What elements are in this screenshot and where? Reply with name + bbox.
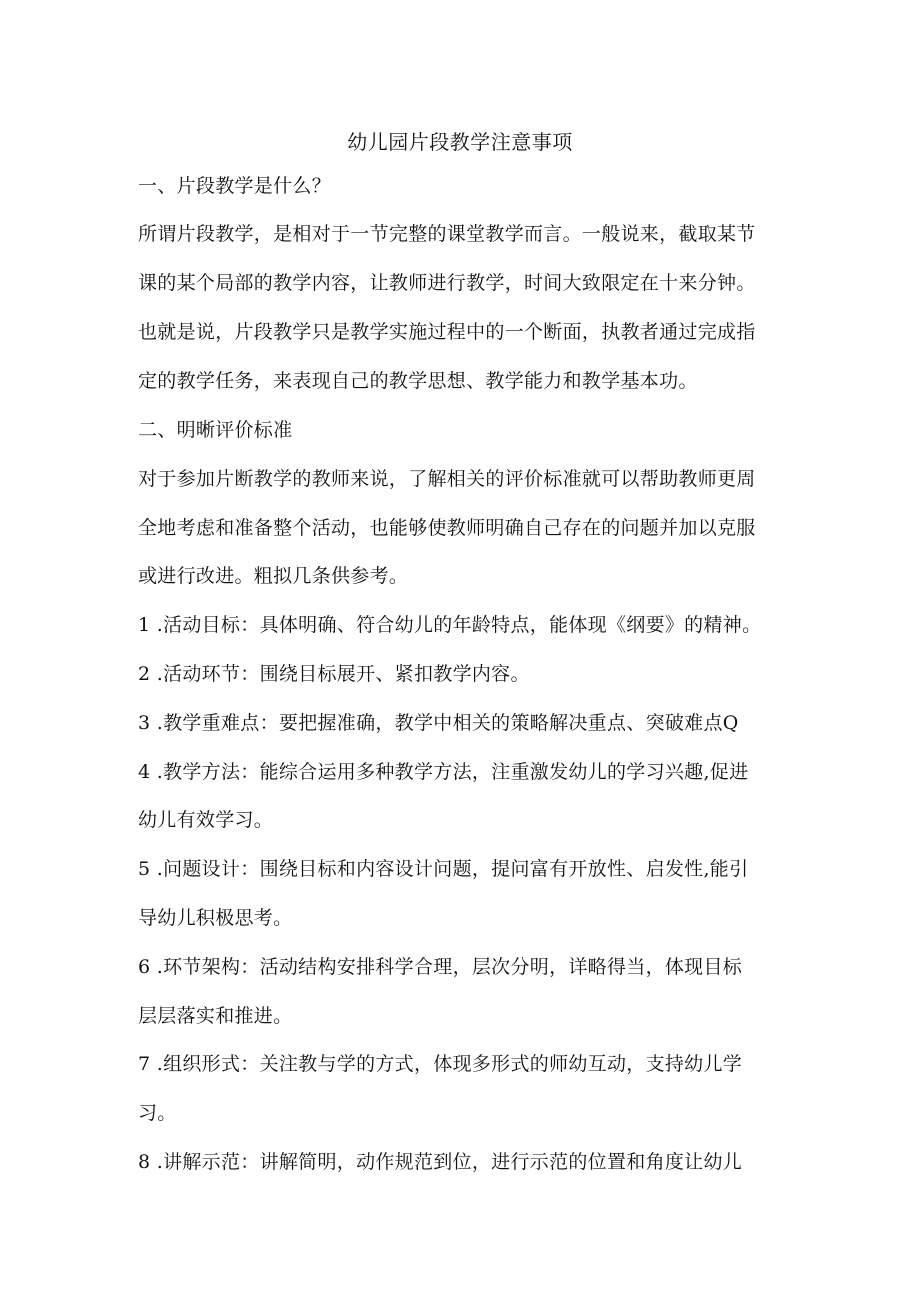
- paragraph-line: 或进行改进。粗拟几条供参考。: [138, 565, 409, 587]
- list-item-5: 5 .问题设计：围绕目标和内容设计问题，提问富有开放性、启发性,能引: [138, 858, 749, 880]
- list-item-5-continued: 导幼儿积极思考。: [138, 907, 293, 929]
- list-item-4-continued: 幼儿有效学习。: [138, 809, 274, 831]
- list-item-6-continued: 层层落实和推进。: [138, 1005, 293, 1027]
- paragraph-line: 所谓片段教学，是相对于一节完整的课堂教学而言。一般说来，截取某节: [138, 223, 756, 245]
- list-item-2: 2 .活动环节：围绕目标展开、紧扣教学内容。: [138, 663, 530, 685]
- list-item-4: 4 .教学方法：能综合运用多种教学方法，注重激发幼儿的学习兴趣,促进: [138, 761, 749, 783]
- document-title: 幼儿园片段教学注意事项: [347, 130, 573, 154]
- paragraph-line: 定的教学任务，来表现自己的教学思想、教学能力和教学基本功。: [138, 370, 698, 392]
- paragraph-line: 也就是说，片段教学只是教学实施过程中的一个断面，执教者通过完成指: [138, 321, 756, 343]
- list-item-6: 6 .环节架构：活动结构安排科学合理，层次分明，详略得当，体现目标: [138, 956, 743, 978]
- list-item-1: 1 .活动目标：具体明确、符合幼儿的年龄特点，能体现《纲要》的精神。: [138, 614, 762, 636]
- section-heading-1: 一、片段教学是什么？: [138, 175, 332, 197]
- list-item-7: 7 .组织形式：关注教与学的方式，体现多形式的师幼互动，支持幼儿学: [138, 1053, 743, 1075]
- paragraph-line: 全地考虑和准备整个活动，也能够使教师明确自己存在的问题并加以克服: [138, 517, 756, 539]
- list-item-7-continued: 习。: [138, 1102, 177, 1124]
- section-heading-2: 二、明晰评价标准: [138, 419, 293, 441]
- list-item-8: 8 .讲解示范：讲解简明，动作规范到位，进行示范的位置和角度让幼儿: [138, 1151, 743, 1173]
- list-item-3: 3 .教学重难点：要把握准确，教学中相关的策略解决重点、突破难点Q: [138, 712, 739, 734]
- paragraph-line: 对于参加片断教学的教师来说，了解相关的评价标准就可以帮助教师更周: [138, 468, 756, 490]
- paragraph-line: 课的某个局部的教学内容，让教师进行教学，时间大致限定在十来分钟。: [138, 272, 756, 294]
